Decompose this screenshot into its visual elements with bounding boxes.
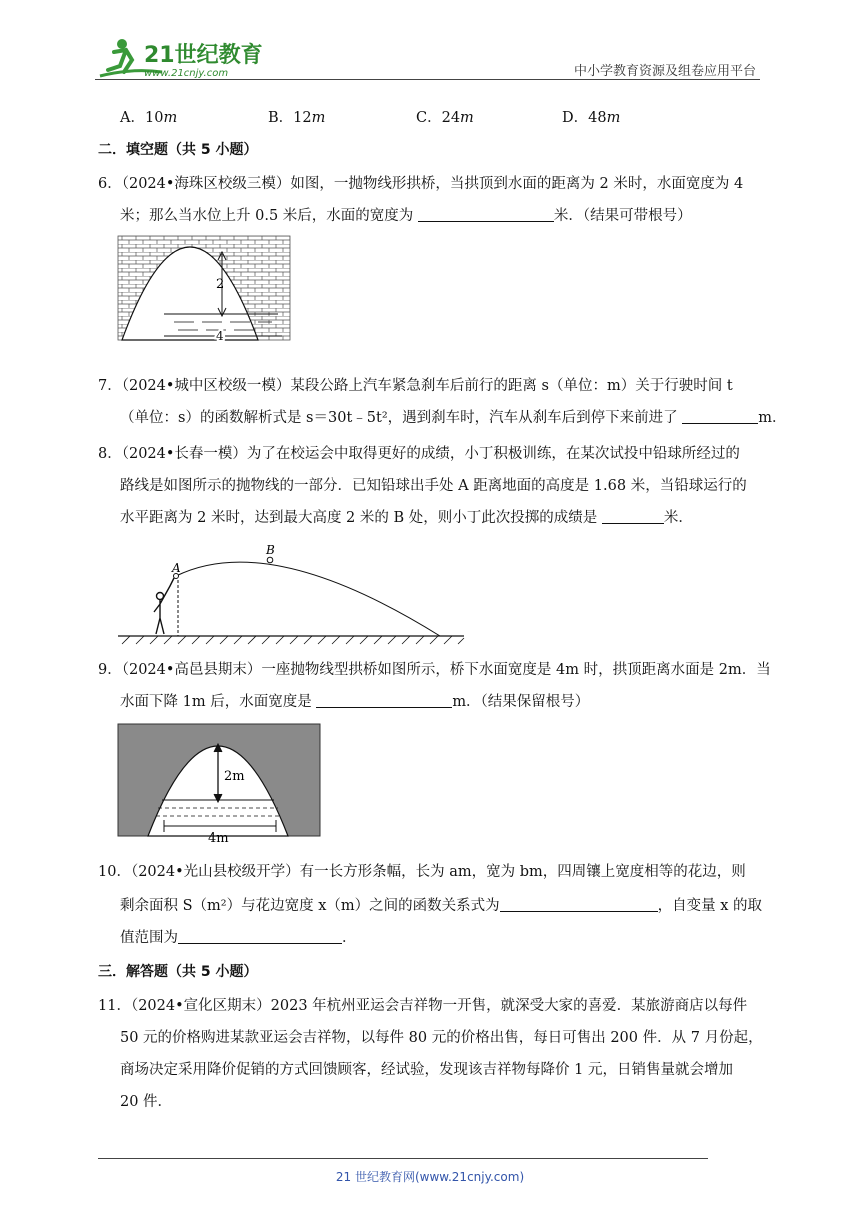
- point-b-label: B: [266, 543, 275, 557]
- q6-width-label: 4: [216, 329, 224, 343]
- site-logo: [92, 32, 262, 84]
- option-b: B．12m: [268, 110, 326, 126]
- q9-height-label: 2m: [224, 769, 245, 784]
- point-a-label: A: [172, 561, 181, 575]
- q11-line1: 11．（2024•宣化区期末）2023 年杭州亚运会吉祥物一开售，就深受大家的喜爱．某旅游商店以每件: [98, 998, 748, 1014]
- option-c: C．24m: [416, 110, 474, 126]
- q11-line3: 商场决定采用降价促销的方式回馈顾客，经试验，发现该吉祥物每降价 1 元，日销售量就会增加: [120, 1062, 733, 1078]
- q10-line2: 剩余面积 S（m²）与花边宽度 x（m）之间的函数关系式为 ，自变量 x 的取: [120, 898, 763, 914]
- footer-divider: [98, 1158, 708, 1159]
- q7-line1: 7．（2024•城中区校级一模）某段公路上汽车紧急刹车后前行的距离 s（单位：m）关于行驶时间 t: [98, 378, 733, 394]
- q10-domain-blank: [178, 929, 342, 944]
- logo-url: www.21cnjy.com: [144, 68, 229, 79]
- q8-figure: [118, 540, 464, 648]
- q10-line1: 10．（2024•光山县校级开学）有一长方形条幅，长为 am，宽为 bm，四周镶上宽度相等的花边，则: [98, 864, 746, 880]
- q8-line2: 路线是如图所示的抛物线的一部分．已知铅球出手处 A 距离地面的高度是 1.68 米，当铅球运行的: [120, 478, 747, 494]
- logo-text: 21世纪教育: [144, 43, 263, 68]
- q11-line2: 50 元的价格购进某款亚运会吉祥物，以每件 80 元的价格出售，每日可售出 200 件．从 7 月份起，: [120, 1030, 763, 1046]
- header-divider: [95, 79, 760, 80]
- q7-answer-blank: [682, 409, 758, 424]
- platform-name: 中小学教育资源及组卷应用平台: [573, 64, 756, 79]
- q6-line1: 6．（2024•海珠区校级三模）如图，一抛物线形拱桥，当拱顶到水面的距离为 2 米时，水面宽度为 4: [98, 176, 744, 192]
- q8-line1: 8．（2024•长春一模）为了在校运会中取得更好的成绩，小丁积极训练，在某次试投中铅球所经过的: [98, 446, 740, 462]
- q6-line2: 米；那么当水位上升 0.5 米后，水面的宽度为 米．（结果可带根号）: [120, 208, 692, 224]
- q6-figure: [118, 236, 290, 346]
- q9-answer-blank: [316, 693, 452, 708]
- q10-line3: 值范围为 ．: [120, 930, 357, 946]
- q8-line3: 水平距离为 2 米时，达到最大高度 2 米的 B 处，则小丁此次投掷的成绩是 米．: [120, 510, 693, 526]
- section-fill-blank: 二．填空题（共 5 小题）: [98, 142, 258, 158]
- section-solve: 三．解答题（共 5 小题）: [98, 964, 258, 980]
- q9-figure: [118, 724, 320, 846]
- option-d: D．48m: [562, 110, 621, 126]
- athlete-icon: [154, 578, 174, 634]
- q10-function-blank: [500, 897, 658, 912]
- q6-answer-blank: [418, 207, 554, 222]
- q9-line2: 水面下降 1m 后，水面宽度是 m．（结果保留根号）: [120, 694, 590, 710]
- q9-line1: 9．（2024•高邑县期末）一座抛物线型拱桥如图所示，桥下水面宽度是 4m 时，拱顶距离水面是 2m．当: [98, 662, 771, 678]
- q8-answer-blank: [602, 509, 664, 524]
- q7-line2: （单位：s）的函数解析式是 s＝30t﹣5t²，遇到刹车时，汽车从刹车后到停下来前进了 m．: [120, 410, 787, 426]
- q11-line4: 20 件．: [120, 1094, 173, 1110]
- option-a: A．10m: [120, 110, 178, 126]
- q6-height-label: 2: [216, 277, 225, 292]
- q9-width-label: 4m: [208, 831, 229, 846]
- footer-link[interactable]: 21 世纪教育网(www.21cnjy.com): [335, 1170, 525, 1184]
